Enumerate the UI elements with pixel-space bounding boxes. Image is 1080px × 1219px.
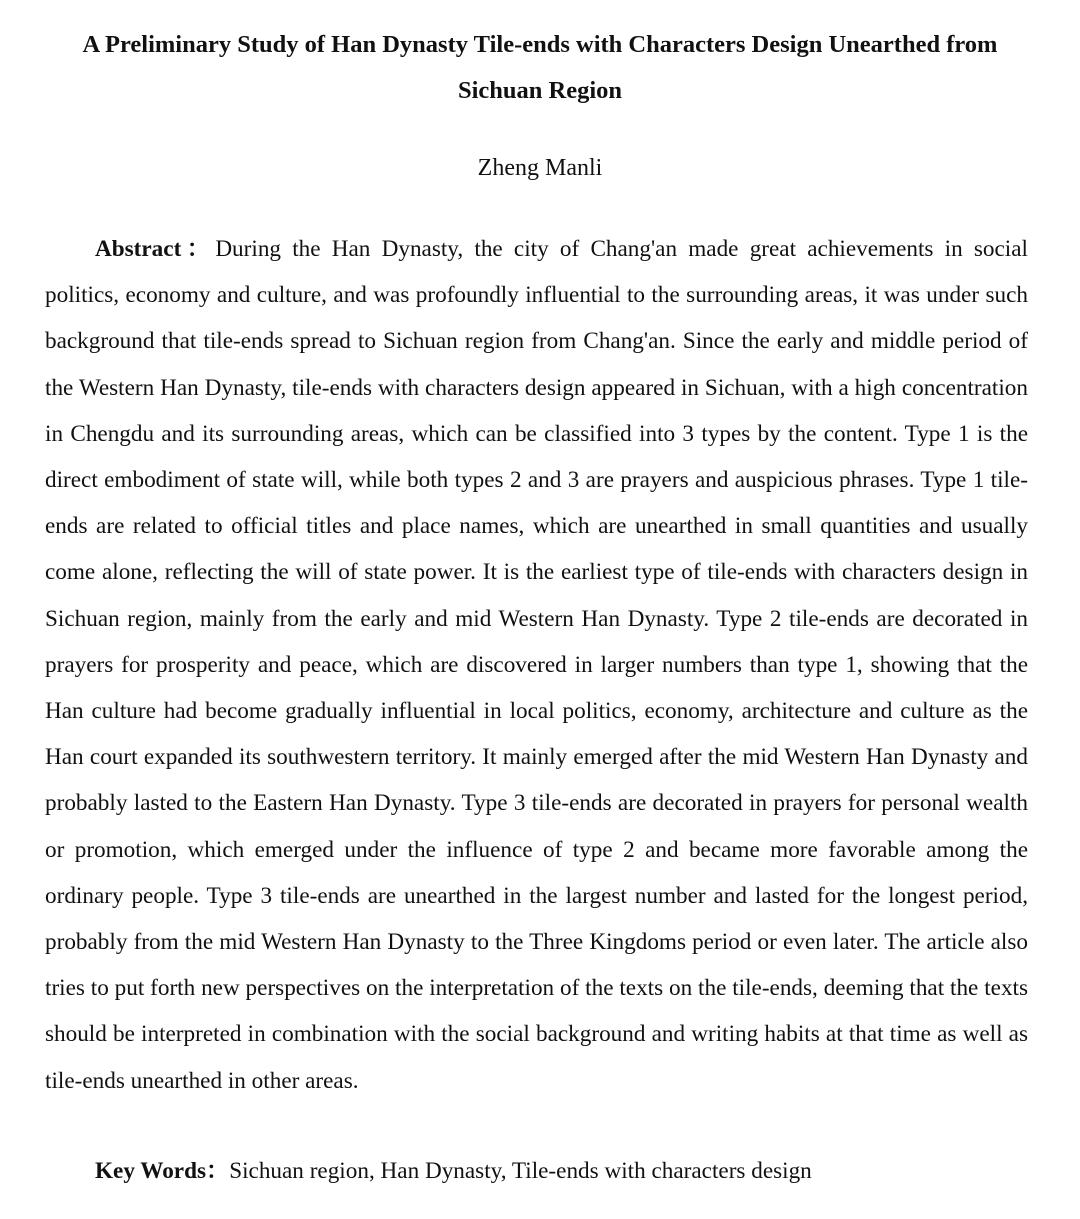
paper-title: A Preliminary Study of Han Dynasty Tile-ends with Characters Design Unearthed from Sichuan Region <box>82 31 998 104</box>
keywords-label: Key Words： <box>95 1158 230 1184</box>
abstract-paragraph <box>45 226 1028 1104</box>
keywords-text: Sichuan region, Han Dynasty, Tile-ends with characters design <box>229 1158 812 1184</box>
author-name: Zheng Manli <box>477 155 603 181</box>
abstract-text: During the Han Dynasty, the city of Chang'an made great achievements in social politics, economy and culture, and was profoundly influential to the surrounding areas, it was under such background that tile-ends spread to Sichuan region from Chang'an. Since the early and middle period of the Western Han Dynasty, tile-ends with characters design appeared in Sichuan, with a high concentration in Chengdu and its surrounding areas, which can be classified into 3 types by the content. Type 1 is the direct embodiment of state will, while both types 2 and 3 are prayers and auspicious phrases. Type 1 tile-ends are related to official titles and place names, which are unearthed in small quantities and usually come alone, reflecting the will of state power. It is the earliest type of tile-ends with characters design in Sichuan region, mainly from the early and mid Western Han Dynasty. Type 2 tile-ends are decorated in prayers for prosperity and peace, which are discovered in larger numbers than type 1, showing that the Han culture had become gradually influential in local politics, economy, architecture and culture as the Han court expanded its southwestern territory. It mainly emerged after the mid Western Han Dynasty and probably lasted to the Eastern Han Dynasty. Type 3 tile-ends are decorated in prayers for personal wealth or promotion, which emerged under the influence of type 2 and became more favorable among the ordinary people. Type 3 tile-ends are unearthed in the largest number and lasted for the longest period, probably from the mid Western Han Dynasty to the Three Kingdoms period or even later. The article also tries to put forth new perspectives on the interpretation of the texts on the tile-ends, deeming that the texts should be interpreted in combination with the social background and writing habits at that time as well as tile-ends unearthed in other areas. <box>45 236 1028 1094</box>
abstract-label: Abstract： <box>95 236 216 262</box>
keywords-line <box>95 1150 1035 1192</box>
